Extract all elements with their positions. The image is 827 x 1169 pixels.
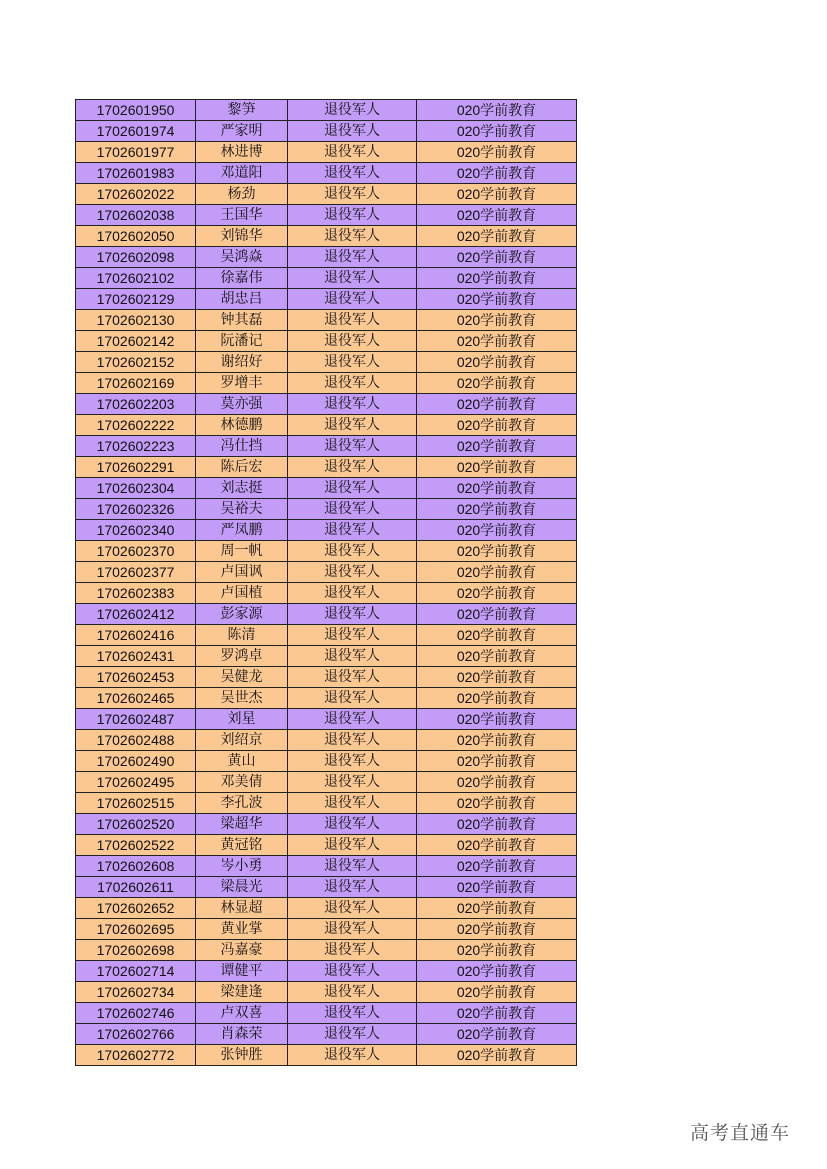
student-name-cell: 徐嘉伟 <box>196 268 288 289</box>
table-row <box>76 604 577 625</box>
student-id-cell: 1702602098 <box>76 247 196 268</box>
major-cell: 020学前教育 <box>417 940 577 961</box>
major-cell: 020学前教育 <box>417 289 577 310</box>
student-id-cell: 1702602490 <box>76 751 196 772</box>
table-row <box>76 100 577 121</box>
category-cell: 退役军人 <box>288 814 417 835</box>
table-row <box>76 478 577 499</box>
major-cell: 020学前教育 <box>417 814 577 835</box>
student-name-cell: 刘绍京 <box>196 730 288 751</box>
student-id-cell: 1702602223 <box>76 436 196 457</box>
major-cell: 020学前教育 <box>417 961 577 982</box>
category-cell: 退役军人 <box>288 142 417 163</box>
table-row <box>76 625 577 646</box>
major-cell: 020学前教育 <box>417 667 577 688</box>
table-row <box>76 982 577 1003</box>
student-id-cell: 1702602129 <box>76 289 196 310</box>
major-cell: 020学前教育 <box>417 436 577 457</box>
student-name-cell: 严家明 <box>196 121 288 142</box>
category-cell: 退役军人 <box>288 352 417 373</box>
category-cell: 退役军人 <box>288 436 417 457</box>
student-id-cell: 1702602746 <box>76 1003 196 1024</box>
student-name-cell: 林进博 <box>196 142 288 163</box>
student-id-cell: 1702602152 <box>76 352 196 373</box>
major-cell: 020学前教育 <box>417 184 577 205</box>
category-cell: 退役军人 <box>288 226 417 247</box>
table-row <box>76 877 577 898</box>
student-id-cell: 1702602453 <box>76 667 196 688</box>
student-id-cell: 1702602291 <box>76 457 196 478</box>
major-cell: 020学前教育 <box>417 163 577 184</box>
major-cell: 020学前教育 <box>417 751 577 772</box>
table-row <box>76 772 577 793</box>
student-name-cell: 王国华 <box>196 205 288 226</box>
table-row <box>76 1045 577 1066</box>
student-id-cell: 1702602102 <box>76 268 196 289</box>
student-id-cell: 1702602487 <box>76 709 196 730</box>
category-cell: 退役军人 <box>288 310 417 331</box>
category-cell: 退役军人 <box>288 1024 417 1045</box>
major-cell: 020学前教育 <box>417 394 577 415</box>
student-id-cell: 1702601977 <box>76 142 196 163</box>
table-row <box>76 205 577 226</box>
major-cell: 020学前教育 <box>417 919 577 940</box>
major-cell: 020学前教育 <box>417 226 577 247</box>
table-row <box>76 289 577 310</box>
student-name-cell: 黎笋 <box>196 100 288 121</box>
student-name-cell: 肖森荣 <box>196 1024 288 1045</box>
student-id-cell: 1702602383 <box>76 583 196 604</box>
category-cell: 退役军人 <box>288 793 417 814</box>
student-id-cell: 1702602488 <box>76 730 196 751</box>
student-id-cell: 1702602608 <box>76 856 196 877</box>
student-name-cell: 刘志挺 <box>196 478 288 499</box>
table-row <box>76 646 577 667</box>
student-name-cell: 冯嘉豪 <box>196 940 288 961</box>
student-name-cell: 吴鸿焱 <box>196 247 288 268</box>
table-row <box>76 814 577 835</box>
table-row <box>76 919 577 940</box>
student-name-cell: 罗增丰 <box>196 373 288 394</box>
major-cell: 020学前教育 <box>417 268 577 289</box>
student-name-cell: 黄业掌 <box>196 919 288 940</box>
student-name-cell: 冯仕挡 <box>196 436 288 457</box>
student-id-cell: 1702602169 <box>76 373 196 394</box>
major-cell: 020学前教育 <box>417 331 577 352</box>
student-name-cell: 林显超 <box>196 898 288 919</box>
category-cell: 退役军人 <box>288 1045 417 1066</box>
student-name-cell: 黄山 <box>196 751 288 772</box>
category-cell: 退役军人 <box>288 247 417 268</box>
category-cell: 退役军人 <box>288 709 417 730</box>
student-id-cell: 1702601983 <box>76 163 196 184</box>
table-row <box>76 310 577 331</box>
student-id-cell: 1702602695 <box>76 919 196 940</box>
category-cell: 退役军人 <box>288 961 417 982</box>
student-name-cell: 卢国讽 <box>196 562 288 583</box>
table-row <box>76 352 577 373</box>
student-id-cell: 1702602515 <box>76 793 196 814</box>
student-name-cell: 吴裕夫 <box>196 499 288 520</box>
student-id-cell: 1702602465 <box>76 688 196 709</box>
student-name-cell: 陈清 <box>196 625 288 646</box>
category-cell: 退役军人 <box>288 415 417 436</box>
category-cell: 退役军人 <box>288 919 417 940</box>
student-name-cell: 彭家源 <box>196 604 288 625</box>
table-row <box>76 751 577 772</box>
major-cell: 020学前教育 <box>417 247 577 268</box>
category-cell: 退役军人 <box>288 373 417 394</box>
table-row <box>76 121 577 142</box>
major-cell: 020学前教育 <box>417 478 577 499</box>
category-cell: 退役军人 <box>288 772 417 793</box>
table-row <box>76 730 577 751</box>
table-row <box>76 961 577 982</box>
category-cell: 退役军人 <box>288 604 417 625</box>
major-cell: 020学前教育 <box>417 520 577 541</box>
student-name-cell: 吴健龙 <box>196 667 288 688</box>
table-row <box>76 373 577 394</box>
student-name-cell: 岑小勇 <box>196 856 288 877</box>
table-row <box>76 1024 577 1045</box>
table-row <box>76 247 577 268</box>
category-cell: 退役军人 <box>288 541 417 562</box>
major-cell: 020学前教育 <box>417 604 577 625</box>
category-cell: 退役军人 <box>288 982 417 1003</box>
major-cell: 020学前教育 <box>417 100 577 121</box>
student-id-cell: 1702602050 <box>76 226 196 247</box>
table-row <box>76 184 577 205</box>
major-cell: 020学前教育 <box>417 793 577 814</box>
major-cell: 020学前教育 <box>417 898 577 919</box>
student-name-cell: 林德鹏 <box>196 415 288 436</box>
student-id-cell: 1702602766 <box>76 1024 196 1045</box>
category-cell: 退役军人 <box>288 835 417 856</box>
table-row <box>76 520 577 541</box>
category-cell: 退役军人 <box>288 100 417 121</box>
table-row <box>76 541 577 562</box>
student-id-cell: 1702601950 <box>76 100 196 121</box>
student-name-cell: 谭健平 <box>196 961 288 982</box>
table-row <box>76 415 577 436</box>
major-cell: 020学前教育 <box>417 352 577 373</box>
student-name-cell: 陈后宏 <box>196 457 288 478</box>
category-cell: 退役军人 <box>288 268 417 289</box>
major-cell: 020学前教育 <box>417 142 577 163</box>
student-id-cell: 1702602652 <box>76 898 196 919</box>
category-cell: 退役军人 <box>288 499 417 520</box>
major-cell: 020学前教育 <box>417 541 577 562</box>
student-id-cell: 1702602495 <box>76 772 196 793</box>
table-row <box>76 709 577 730</box>
category-cell: 退役军人 <box>288 898 417 919</box>
student-name-cell: 梁建逢 <box>196 982 288 1003</box>
table-row <box>76 436 577 457</box>
table-row <box>76 688 577 709</box>
category-cell: 退役军人 <box>288 478 417 499</box>
student-id-cell: 1702602714 <box>76 961 196 982</box>
major-cell: 020学前教育 <box>417 709 577 730</box>
major-cell: 020学前教育 <box>417 877 577 898</box>
category-cell: 退役军人 <box>288 163 417 184</box>
table-row <box>76 583 577 604</box>
major-cell: 020学前教育 <box>417 121 577 142</box>
category-cell: 退役军人 <box>288 646 417 667</box>
student-name-cell: 周一帆 <box>196 541 288 562</box>
student-id-cell: 1702602142 <box>76 331 196 352</box>
table-row <box>76 457 577 478</box>
major-cell: 020学前教育 <box>417 982 577 1003</box>
category-cell: 退役军人 <box>288 394 417 415</box>
category-cell: 退役军人 <box>288 667 417 688</box>
major-cell: 020学前教育 <box>417 688 577 709</box>
major-cell: 020学前教育 <box>417 772 577 793</box>
student-name-cell: 吴世杰 <box>196 688 288 709</box>
table-row <box>76 835 577 856</box>
student-id-cell: 1702602203 <box>76 394 196 415</box>
table-row <box>76 163 577 184</box>
student-id-cell: 1702602370 <box>76 541 196 562</box>
major-cell: 020学前教育 <box>417 625 577 646</box>
table-row <box>76 394 577 415</box>
major-cell: 020学前教育 <box>417 583 577 604</box>
major-cell: 020学前教育 <box>417 856 577 877</box>
major-cell: 020学前教育 <box>417 646 577 667</box>
student-id-cell: 1702601974 <box>76 121 196 142</box>
table-row <box>76 499 577 520</box>
table-row <box>76 856 577 877</box>
category-cell: 退役军人 <box>288 877 417 898</box>
category-cell: 退役军人 <box>288 625 417 646</box>
category-cell: 退役军人 <box>288 205 417 226</box>
category-cell: 退役军人 <box>288 751 417 772</box>
major-cell: 020学前教育 <box>417 1024 577 1045</box>
student-name-cell: 罗鸿卓 <box>196 646 288 667</box>
category-cell: 退役军人 <box>288 856 417 877</box>
major-cell: 020学前教育 <box>417 730 577 751</box>
watermark-text: 高考直通车 <box>690 1122 791 1144</box>
major-cell: 020学前教育 <box>417 457 577 478</box>
student-id-cell: 1702602412 <box>76 604 196 625</box>
student-id-cell: 1702602377 <box>76 562 196 583</box>
table-row <box>76 331 577 352</box>
category-cell: 退役军人 <box>288 331 417 352</box>
table-row <box>76 268 577 289</box>
category-cell: 退役军人 <box>288 184 417 205</box>
student-id-cell: 1702602340 <box>76 520 196 541</box>
student-name-cell: 梁晨光 <box>196 877 288 898</box>
table-row <box>76 940 577 961</box>
student-id-cell: 1702602130 <box>76 310 196 331</box>
student-name-cell: 胡忠吕 <box>196 289 288 310</box>
major-cell: 020学前教育 <box>417 499 577 520</box>
table-row <box>76 142 577 163</box>
student-id-cell: 1702602222 <box>76 415 196 436</box>
category-cell: 退役军人 <box>288 688 417 709</box>
student-name-cell: 谢绍好 <box>196 352 288 373</box>
student-id-cell: 1702602611 <box>76 877 196 898</box>
category-cell: 退役军人 <box>288 583 417 604</box>
table-row <box>76 793 577 814</box>
category-cell: 退役军人 <box>288 562 417 583</box>
category-cell: 退役军人 <box>288 730 417 751</box>
major-cell: 020学前教育 <box>417 562 577 583</box>
table-row <box>76 226 577 247</box>
table-row <box>76 562 577 583</box>
student-name-cell: 李孔波 <box>196 793 288 814</box>
student-id-cell: 1702602416 <box>76 625 196 646</box>
category-cell: 退役军人 <box>288 520 417 541</box>
student-id-cell: 1702602304 <box>76 478 196 499</box>
major-cell: 020学前教育 <box>417 835 577 856</box>
student-id-cell: 1702602734 <box>76 982 196 1003</box>
category-cell: 退役军人 <box>288 121 417 142</box>
student-name-cell: 张钟胜 <box>196 1045 288 1066</box>
student-name-cell: 阮潘记 <box>196 331 288 352</box>
student-name-cell: 杨劲 <box>196 184 288 205</box>
roster-table <box>75 99 577 1066</box>
student-id-cell: 1702602326 <box>76 499 196 520</box>
student-id-cell: 1702602431 <box>76 646 196 667</box>
student-name-cell: 梁超华 <box>196 814 288 835</box>
student-name-cell: 钟其磊 <box>196 310 288 331</box>
major-cell: 020学前教育 <box>417 205 577 226</box>
major-cell: 020学前教育 <box>417 415 577 436</box>
student-name-cell: 刘星 <box>196 709 288 730</box>
student-id-cell: 1702602698 <box>76 940 196 961</box>
major-cell: 020学前教育 <box>417 310 577 331</box>
student-name-cell: 邓道阳 <box>196 163 288 184</box>
table-row <box>76 667 577 688</box>
student-id-cell: 1702602038 <box>76 205 196 226</box>
student-id-cell: 1702602772 <box>76 1045 196 1066</box>
table-row <box>76 898 577 919</box>
category-cell: 退役军人 <box>288 289 417 310</box>
student-name-cell: 黄冠铭 <box>196 835 288 856</box>
roster-table-body <box>76 100 577 1066</box>
student-name-cell: 莫亦强 <box>196 394 288 415</box>
student-id-cell: 1702602520 <box>76 814 196 835</box>
student-name-cell: 卢国植 <box>196 583 288 604</box>
student-name-cell: 刘锦华 <box>196 226 288 247</box>
student-name-cell: 卢双喜 <box>196 1003 288 1024</box>
student-id-cell: 1702602022 <box>76 184 196 205</box>
major-cell: 020学前教育 <box>417 1045 577 1066</box>
category-cell: 退役军人 <box>288 1003 417 1024</box>
major-cell: 020学前教育 <box>417 1003 577 1024</box>
major-cell: 020学前教育 <box>417 373 577 394</box>
student-name-cell: 严凤鹏 <box>196 520 288 541</box>
student-id-cell: 1702602522 <box>76 835 196 856</box>
category-cell: 退役军人 <box>288 940 417 961</box>
category-cell: 退役军人 <box>288 457 417 478</box>
student-name-cell: 邓美倩 <box>196 772 288 793</box>
table-row <box>76 1003 577 1024</box>
